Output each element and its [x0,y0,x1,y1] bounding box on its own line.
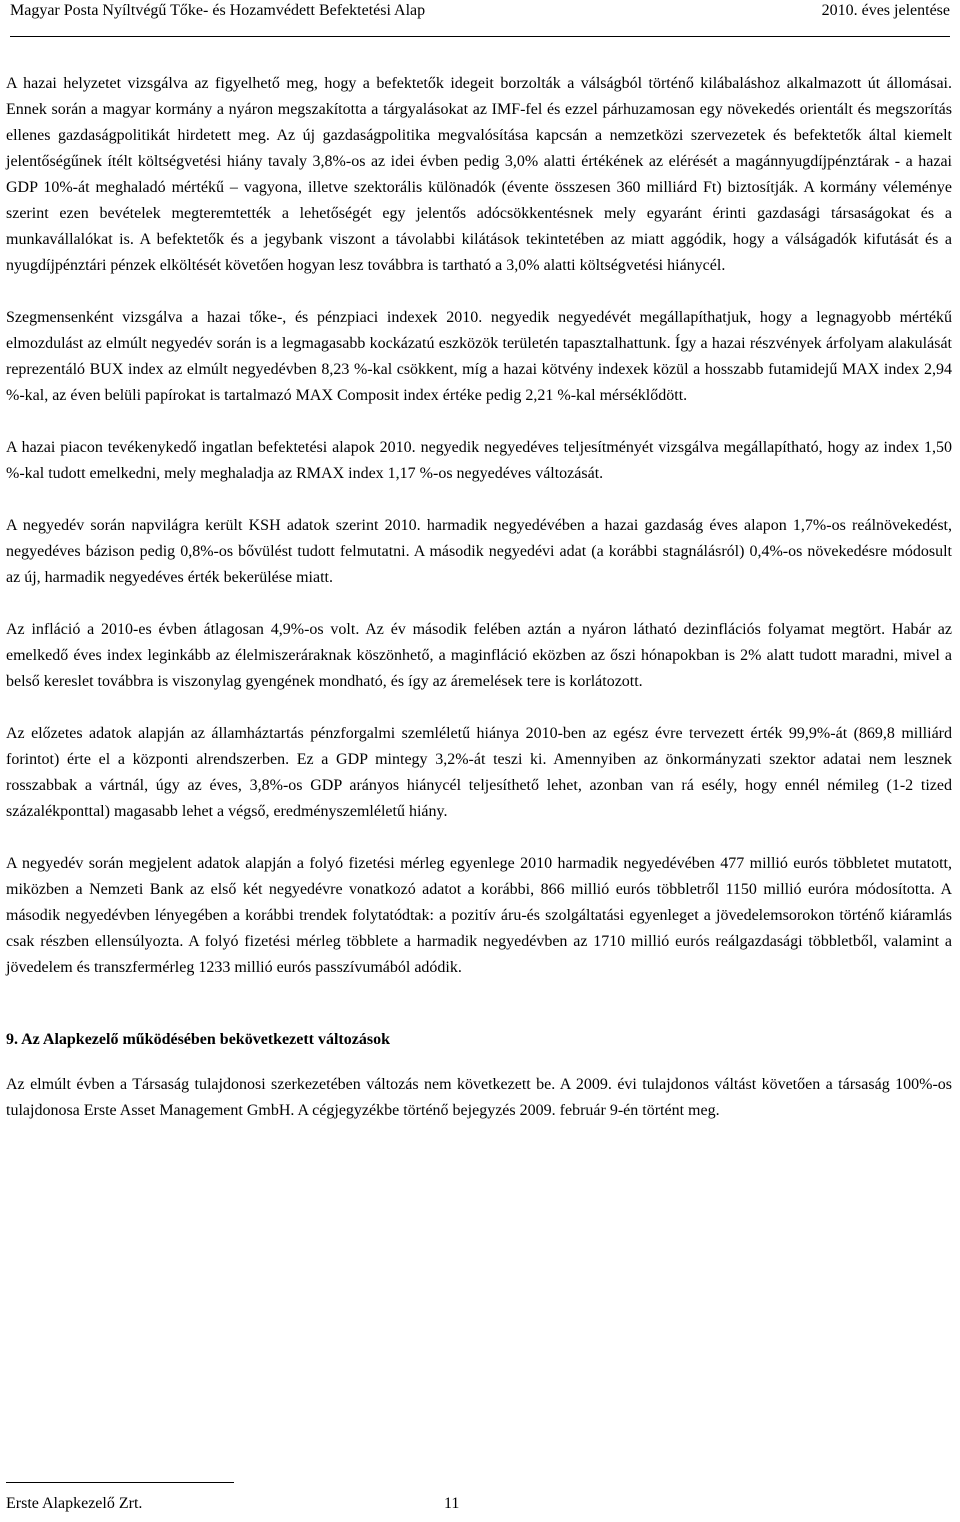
paragraph-budget-deficit: Az előzetes adatok alapján az államháztartás pénzforgalmi szemléletű hiánya 2010-ben az egész évre tervezett érték 99,9%-át (869,8 milliárd forintot) érte el a központi alrendszerben. Ez a GDP mintegy 3,2%-át teszi ki. Amennyiben az önkormányzati szektor adatai nem lesznek rosszabbak a vártnál, úgy az éves, 3,8%-os GDP arányos hiánycél teljesíthető lehet, azonban van rá esély, hogy ennél némileg (1-2 tized százalékponttal) magasabb lehet a végső, eredményszemléletű hiány. [6,725,952,820]
page-number: 11 [444,1495,460,1512]
paragraph-real-estate-funds: A hazai piacon tevékenykedő ingatlan befektetési alapok 2010. negyedik negyedéves teljesítményét vizsgálva megállapítható, hogy az index 1,50 %-kal tudott emelkedni, mely meghaladja az RMAX index 1,17 %-os negyedéves változását. [6,439,952,482]
footer-company-name: Erste Alapkezelő Zrt. [6,1495,143,1512]
paragraph-index-segments: Szegmensenként vizsgálva a hazai tőke-, és pénzpiaci indexek 2010. negyedik negyedévét megállapíthatjuk, hogy a legnagyobb mértékű elmozdulást az elmúlt negyedév során is a legmagasabb kockázatú eszközök területén tapasztalhattunk. Így a hazai részvények árfolyam alakulását reprezentáló BUX index az elmúlt negyedévben 8,23 %-kal csökkent, míg a hazai kötvény indexek közül a hosszabb futamidejű MAX index 2,94 %-kal, az éven belüli papírokat is tartalmazó MAX Composit index értéke pedig 2,21 %-kal mérséklődött. [6,309,952,404]
document-body [6,71,952,1124]
paragraph-inflation: Az infláció a 2010-es évben átlagosan 4,9%-os volt. Az év második felében aztán a nyáron látható dezinflációs folyamat megtört. Habár az emelkedő éves index leginkább az élelmiszeráraknak köszönhető, a maginfláció eközben az őszi hónapokban is 2% alatt tudott maradni, mivel a belső kereslet továbbra is viszonylag gyengének mondható, és így az áremelések tere is korlátozott. [6,621,952,690]
header-fund-name: Magyar Posta Nyíltvégű Tőke- és Hozamvédett Befektetési Alap [10,2,426,19]
paragraph-ksh-growth: A negyedév során napvilágra került KSH adatok szerint 2010. harmadik negyedévében a hazai gazdaság éves alapon 1,7%-os reálnövekedést, negyedéves bázison pedig 0,8%-os bővülést tudott felmutatni. A második negyedévi adat (a korábbi stagnálásról) 0,4%-os növekedésre módosult az új, harmadik negyedéves érték bekerülése miatt. [6,517,952,586]
header-divider [10,36,950,37]
paragraph-current-account: A negyedév során megjelent adatok alapján a folyó fizetési mérleg egyenlege 2010 harmadik negyedévében 477 millió eurós többletet mutatott, miközben a Nemzeti Bank az első két negyedévre vonatkozó adatot a korábbi, 866 millió eurós többletről 1150 millió euróra módosította. A második negyedévben lényegében a korábbi trendek folytatódtak: a pozitív áru-és szolgáltatási egyenleget a jövedelemsorokon történő kiáramlás csak részben ellensúlyozta. A folyó fizetési mérleg többlete a harmadik negyedévben az 1710 millió eurós reálgazdasági többletből, valamint a jövedelem és transzfermérleg 1233 millió eurós passzívumából adódik. [6,855,952,976]
page-header [10,0,950,40]
footer-divider [6,1482,234,1483]
header-report-title: 2010. éves jelentése [821,2,950,19]
page-footer [6,1482,952,1522]
paragraph-domestic-situation: A hazai helyzetet vizsgálva az figyelhető meg, hogy a befektetők idegeit borzolták a válságból történő kilábaláshoz alkalmazott út állomásai. Ennek során a magyar kormány a nyáron megszakította a tárgyalásokat az IMF-fel és ezzel párhuzamosan egy növekedés orientált és megszorítás ellenes gazdaságpolitikát hirdetett meg. Az új gazdaságpolitika megvalósítása kapcsán a nemzetközi szervezetek és befektetők által kiemelt jelentőségűnek ítélt költségvetési hiány tavaly 3,8%-os az idei évben pedig 3,0% alatti értékének az elérését a magánnyugdíjpénztárak - a hazai GDP 10%-át meghaladó mértékű – vagyona, illetve szektorális különadók (évente összesen 360 milliárd Ft) biztosítják. A kormány véleménye szerint ezen bevételek megteremtették a lehetőségét egy jelentős adócsökkentésnek mely egyaránt érinti gazdasági társaságokat és a munkavállalókat is. A befektetők és a jegybank viszont a távolabbi kilátások tekintetében az miatt aggódik, hogy a válságadók kifutását és a nyugdíjpénztári pénzek elköltését követően hogyan lesz továbbra is tartható a 3,0% alatti költségvetési hiánycél. [6,75,952,274]
paragraph-ownership-changes: Az elmúlt évben a Társaság tulajdonosi szerkezetében változás nem következett be. A 2009. évi tulajdonos váltást követően a társaság 100%-os tulajdonosa Erste Asset Management GmbH. A cégjegyzékbe történő bejegyzés 2009. február 9-én történt meg. [6,1076,952,1119]
section-title: 9. Az Alapkezelő működésében bekövetkezett változások [6,1031,390,1048]
